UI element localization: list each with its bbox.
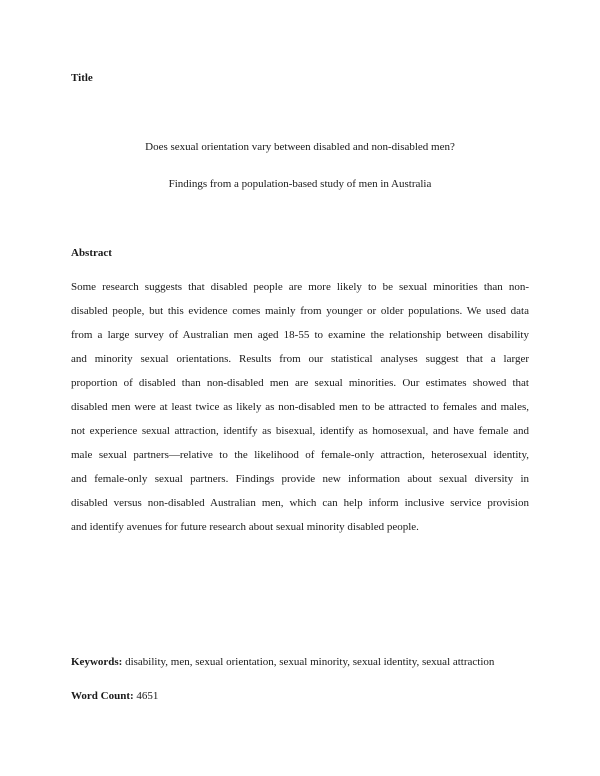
title-heading: Title [71, 72, 93, 84]
keywords-line [71, 655, 494, 669]
keywords-value: disability, men, sexual orientation, sexual minority, sexual identity, sexual attraction [125, 656, 495, 668]
title-line-2: Findings from a population-based study of men in Australia [168, 178, 432, 190]
abstract-line: male sexual partners—relative to the likelihood of female-only attraction, heterosexual identity, [71, 449, 529, 461]
abstract-line: from a large survey of Australian men aged 18-55 to examine the relationship between disability [71, 329, 529, 341]
abstract-line: not experience sexual attraction, identify as bisexual, identify as homosexual, and have female and [71, 425, 529, 437]
word-count-label: Word Count: [71, 690, 134, 702]
abstract-line: Some research suggests that disabled people are more likely to be sexual minorities than non- [71, 281, 529, 293]
abstract-line: disabled men were at least twice as likely as non-disabled men to be attracted to females and males, [71, 401, 529, 413]
abstract-line: proportion of disabled than non-disabled men are sexual minorities. Our estimates showed that [71, 377, 529, 389]
abstract-heading: Abstract [71, 247, 112, 259]
abstract-line: and identify avenues for future research about sexual minority disabled people. [71, 521, 419, 533]
keywords-label: Keywords: [71, 656, 123, 668]
abstract-line: and female-only sexual partners. Findings provide new information about sexual diversity in [71, 473, 529, 485]
abstract-line: and minority sexual orientations. Results from our statistical analyses suggest that a larger [71, 353, 529, 365]
word-count-line [71, 689, 158, 703]
abstract-line: disabled people, but this evidence comes mainly from younger or older populations. We used data [71, 305, 529, 317]
word-count-value: 4651 [136, 690, 159, 702]
title-line-1: Does sexual orientation vary between disabled and non-disabled men? [145, 141, 455, 153]
abstract-line: disabled versus non-disabled Australian men, which can help inform inclusive service provision [71, 497, 529, 509]
